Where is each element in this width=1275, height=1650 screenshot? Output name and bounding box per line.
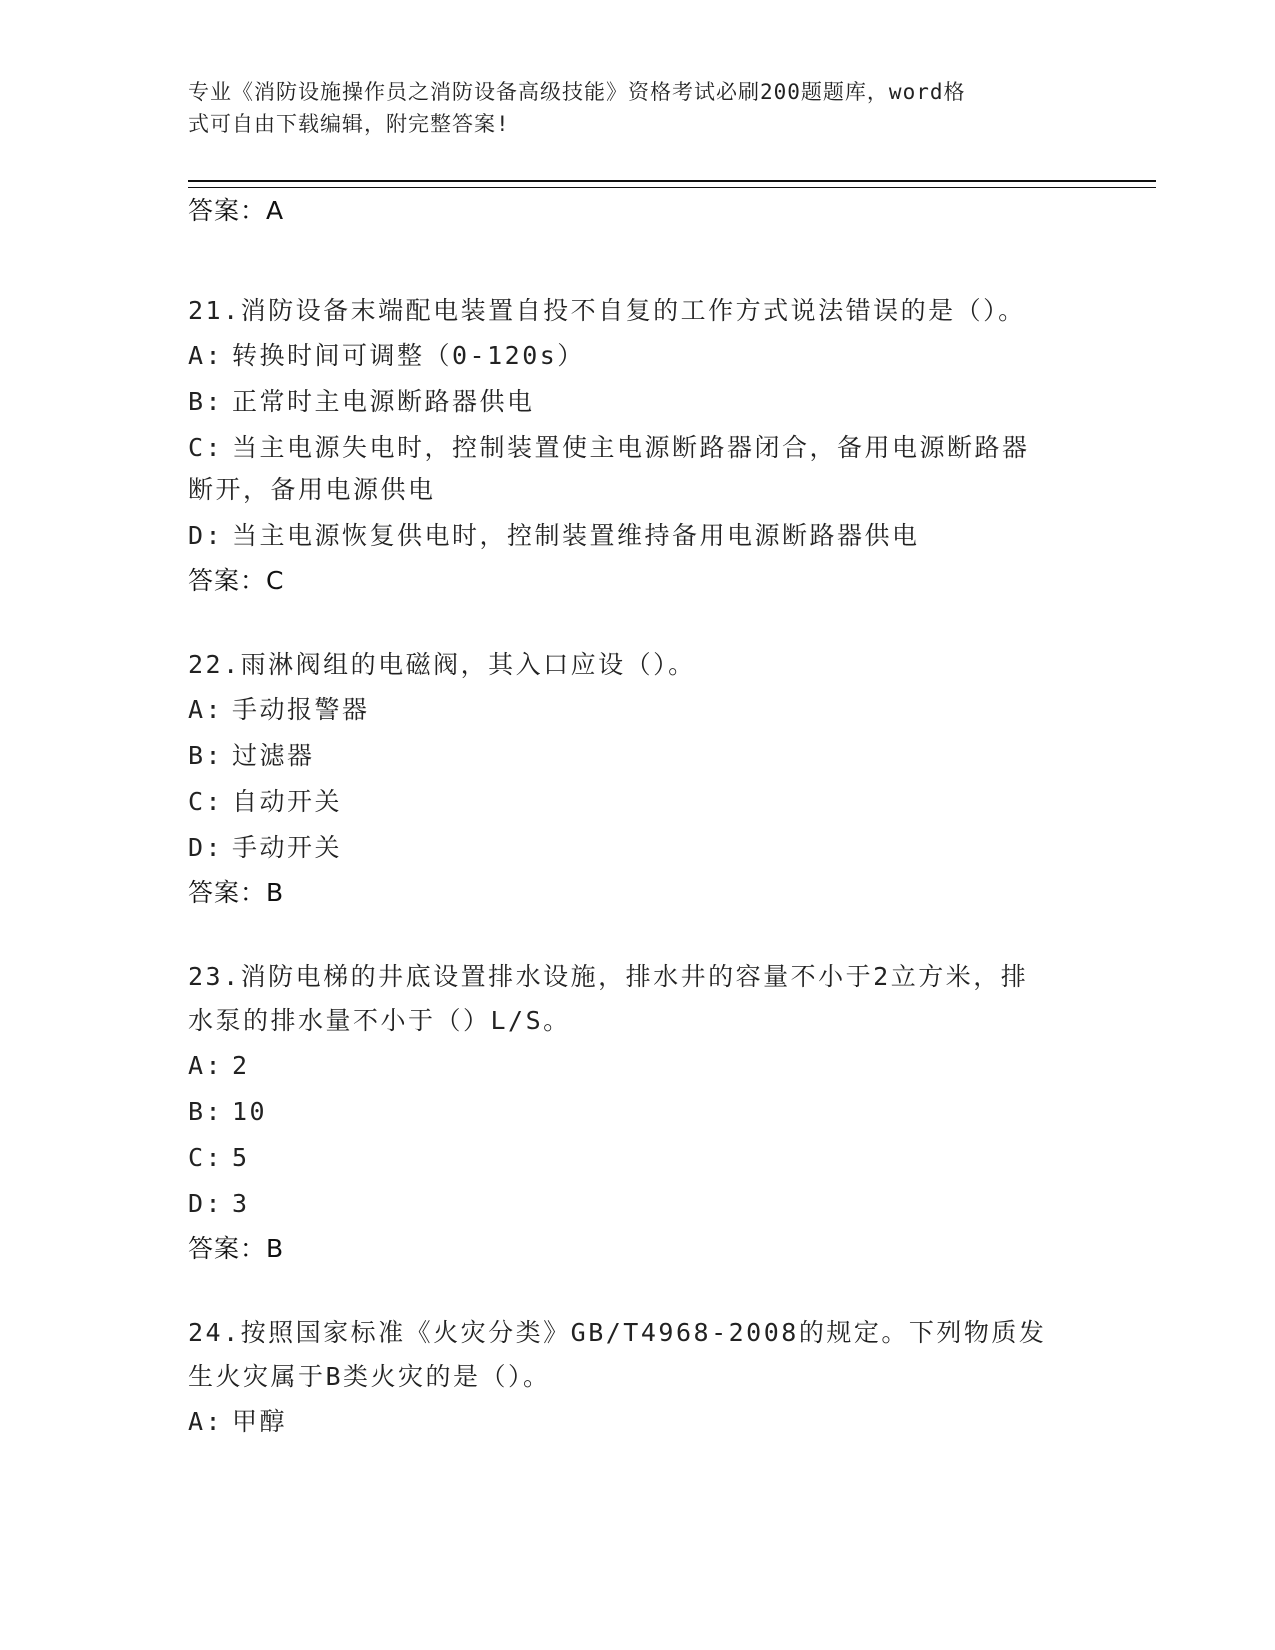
option-label: C:: [188, 787, 224, 816]
header-divider: [188, 180, 1156, 188]
option-text: 手动开关: [232, 833, 343, 862]
option-text: 当主电源恢复供电时，控制装置维持备用电源断路器供电: [232, 521, 920, 550]
option-label: B:: [188, 1097, 224, 1126]
option-label: B:: [188, 387, 224, 416]
option-label: A:: [188, 695, 224, 724]
question-item: [188, 1311, 1088, 1445]
option-c: [188, 1135, 1088, 1181]
option-a: [188, 687, 1088, 733]
option-b: [188, 379, 1088, 425]
option-label: C:: [188, 1143, 224, 1172]
answer-line: 答案：A: [188, 196, 285, 225]
question-stem: 21.消防设备末端配电装置自投不自复的工作方式说法错误的是（）。: [188, 296, 1026, 325]
question-item: [188, 955, 1088, 1271]
header-line-2: 式可自由下载编辑，附完整答案!: [188, 112, 510, 136]
option-a: [188, 1399, 1088, 1445]
answer-line: 答案：C: [188, 566, 285, 595]
option-d: [188, 513, 1088, 559]
document-header: [188, 76, 1088, 140]
option-text: 当主电源失电时，控制装置使主电源断路器闭合，备用电源断路器断开，备用电源供电: [188, 433, 1030, 504]
question-stem: 23.消防电梯的井底设置排水设施，排水井的容量不小于2立方米，排水泵的排水量不小于（）L/S。: [188, 962, 1029, 1035]
option-text: 过滤器: [232, 741, 315, 770]
option-text: 3: [232, 1189, 250, 1218]
option-text: 自动开关: [232, 787, 343, 816]
option-a: [188, 1043, 1088, 1089]
option-text: 转换时间可调整（0-120s）: [232, 341, 585, 370]
option-a: [188, 333, 1088, 379]
option-text: 正常时主电源断路器供电: [232, 387, 535, 416]
answer-line: 答案：B: [188, 1234, 285, 1263]
question-item: [188, 643, 1088, 915]
option-text: 手动报警器: [232, 695, 370, 724]
option-label: B:: [188, 741, 224, 770]
option-text: 2: [232, 1051, 250, 1080]
option-c: [188, 779, 1088, 825]
option-label: A:: [188, 1051, 224, 1080]
option-d: [188, 825, 1088, 871]
header-line-1: 专业《消防设施操作员之消防设备高级技能》资格考试必刷200题题库，word格: [188, 80, 966, 104]
option-c: [188, 425, 1048, 513]
option-label: A:: [188, 1407, 224, 1436]
answer-line: 答案：B: [188, 878, 285, 907]
option-label: C:: [188, 433, 224, 462]
option-label: D:: [188, 1189, 224, 1218]
option-b: [188, 733, 1088, 779]
option-d: [188, 1181, 1088, 1227]
option-text: 10: [232, 1097, 268, 1126]
option-text: 甲醇: [232, 1407, 288, 1436]
option-b: [188, 1089, 1088, 1135]
option-label: A:: [188, 341, 224, 370]
option-label: D:: [188, 833, 224, 862]
option-label: D:: [188, 521, 224, 550]
question-stem: 24.按照国家标准《火灾分类》GB/T4968-2008的规定。下列物质发生火灾属于B类火灾的是（）。: [188, 1318, 1047, 1391]
question-item: [188, 289, 1088, 603]
question-stem: 22.雨淋阀组的电磁阀，其入口应设（）。: [188, 650, 696, 679]
option-text: 5: [232, 1143, 250, 1172]
question-list: [188, 189, 1088, 1445]
